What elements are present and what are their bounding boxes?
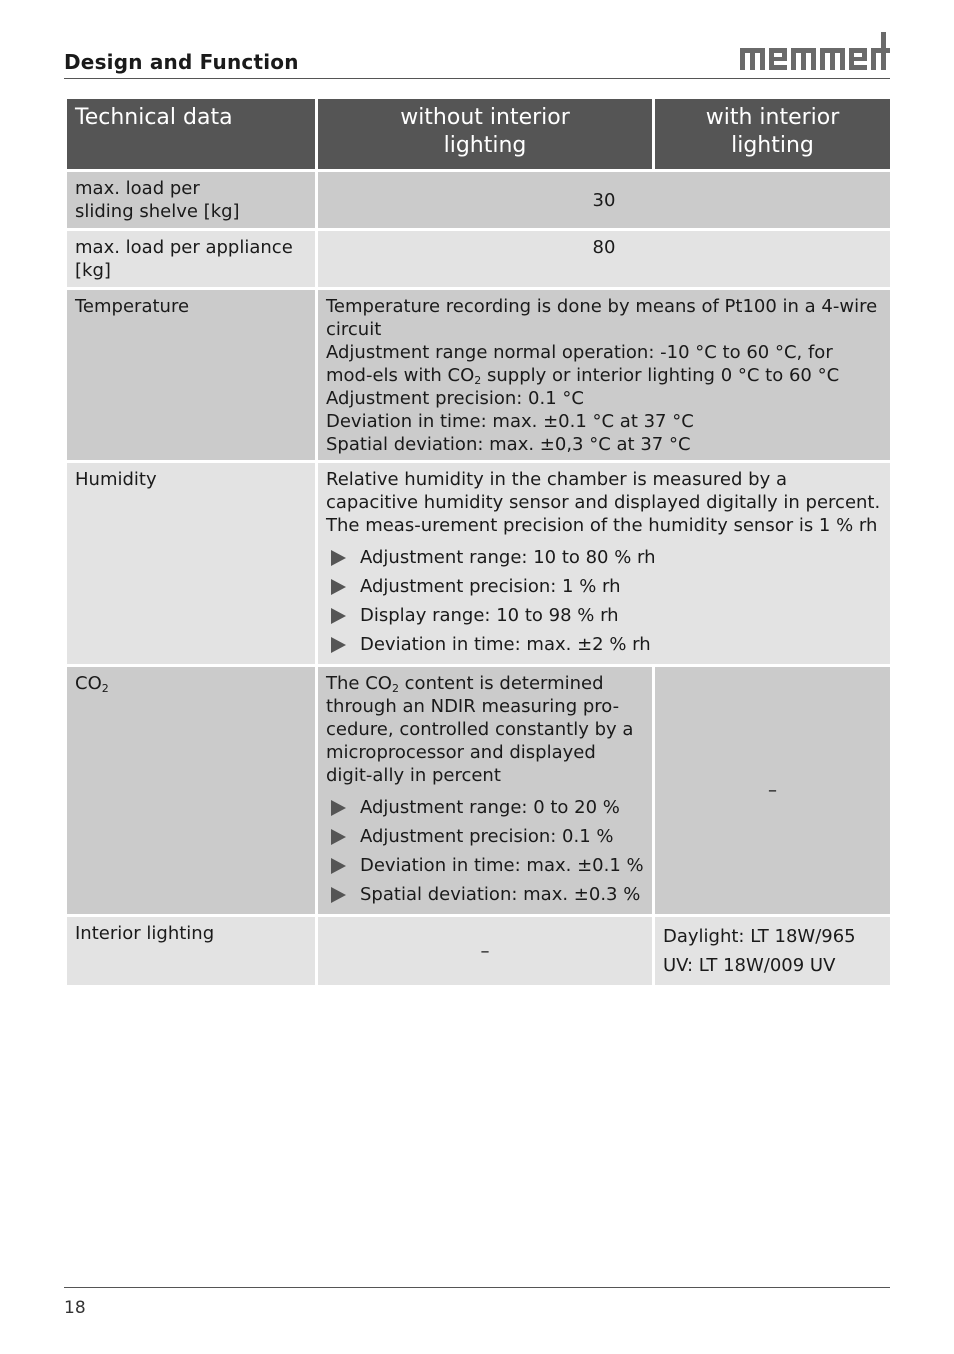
table-row xyxy=(67,172,890,228)
bullet-text: Deviation in time: max. ±0.1 % xyxy=(360,855,644,876)
page-header xyxy=(64,30,890,79)
interior-lighting-without-value: – xyxy=(318,917,652,985)
row-label-line: [kg] xyxy=(75,260,111,281)
uv-value: UV: LT 18W/009 UV xyxy=(663,955,836,976)
subscript: 2 xyxy=(391,682,399,695)
table-row xyxy=(67,463,890,664)
technical-data-table xyxy=(64,96,893,988)
row-label-line: max. load per appliance xyxy=(75,237,293,258)
row-label-interior-lighting: Interior lighting xyxy=(67,917,315,985)
humidity-description xyxy=(318,463,890,664)
co2-text-part: content is determined through an NDIR measuring pro-cedure, controlled constantly by a microprocessor and displayed digit-ally in percent xyxy=(326,673,634,786)
row-label-load-shelf xyxy=(67,172,315,228)
row-label-humidity: Humidity xyxy=(67,463,315,664)
temperature-line xyxy=(326,341,882,387)
bullet-text: Display range: 10 to 98 % rh xyxy=(360,605,619,626)
bullet-arrow-icon xyxy=(331,637,346,653)
bullet-text: Deviation in time: max. ±2 % rh xyxy=(360,634,651,655)
temperature-line-text: supply or interior lighting 0 °C to 60 °C xyxy=(481,365,840,386)
memmert-logo xyxy=(738,30,890,72)
temperature-line: Spatial deviation: max. ±0,3 °C at 37 °C xyxy=(326,434,691,455)
row-label-temperature: Temperature xyxy=(67,290,315,460)
humidity-bullet-list xyxy=(326,543,882,659)
temperature-description xyxy=(318,290,890,460)
bullet-arrow-icon xyxy=(331,829,346,845)
col-header-with-lighting: with interior lighting xyxy=(655,99,890,169)
row-label-line: sliding shelve [kg] xyxy=(75,201,240,222)
bullet-arrow-icon xyxy=(331,887,346,903)
co2-label-text: CO xyxy=(75,673,102,694)
bullet-text: Adjustment range: 0 to 20 % xyxy=(360,797,620,818)
bullet-text: Adjustment range: 10 to 80 % rh xyxy=(360,547,656,568)
list-item xyxy=(326,880,644,909)
table-header-row xyxy=(67,99,890,169)
bullet-arrow-icon xyxy=(331,858,346,874)
load-appliance-value: 80 xyxy=(318,231,890,287)
subscript: 2 xyxy=(474,374,482,387)
list-item xyxy=(326,793,644,822)
subscript: 2 xyxy=(101,682,109,695)
temperature-line: Temperature recording is done by means of Pt100 in a 4-wire circuit xyxy=(326,296,878,340)
bullet-arrow-icon xyxy=(331,608,346,624)
row-label-line: max. load per xyxy=(75,178,200,199)
temperature-line: Adjustment precision: 0.1 °C xyxy=(326,388,584,409)
co2-text-part: The CO xyxy=(326,673,392,694)
temperature-line: Deviation in time: max. ±0.1 °C at 37 °C xyxy=(326,411,694,432)
load-shelf-value: 30 xyxy=(318,172,890,228)
co2-description xyxy=(318,667,652,914)
temperature-line-text: Adjustment range normal operation: -10 °C to 60 °C, for mod-els with CO xyxy=(326,342,833,386)
list-item xyxy=(326,630,882,659)
humidity-text: Relative humidity in the chamber is measured by a capacitive humidity sensor and displayed digitally in percent. The meas-urement precision of the humidity sensor is 1 % rh xyxy=(326,469,881,536)
list-item xyxy=(326,601,882,630)
co2-bullet-list xyxy=(326,793,644,909)
bullet-arrow-icon xyxy=(331,800,346,816)
section-title: Design and Function xyxy=(64,50,299,74)
bullet-text: Adjustment precision: 1 % rh xyxy=(360,576,621,597)
list-item xyxy=(326,572,882,601)
row-label-co2 xyxy=(67,667,315,914)
list-item xyxy=(326,851,644,880)
col-header-without-lighting: without interior lighting xyxy=(318,99,652,169)
row-label-load-appliance xyxy=(67,231,315,287)
list-item xyxy=(326,543,882,572)
bullet-arrow-icon xyxy=(331,550,346,566)
co2-with-lighting-value: – xyxy=(655,667,890,914)
interior-lighting-with-value xyxy=(655,917,890,985)
page-number: 18 xyxy=(64,1298,86,1318)
table-row xyxy=(67,231,890,287)
col-header-technical-data: Technical data xyxy=(67,99,315,169)
table-row xyxy=(67,667,890,914)
table-row xyxy=(67,290,890,460)
table-row xyxy=(67,917,890,985)
daylight-value: Daylight: LT 18W/965 xyxy=(663,926,856,947)
co2-text xyxy=(326,672,644,787)
bullet-text: Adjustment precision: 0.1 % xyxy=(360,826,614,847)
list-item xyxy=(326,822,644,851)
bullet-arrow-icon xyxy=(331,579,346,595)
bullet-text: Spatial deviation: max. ±0.3 % xyxy=(360,884,641,905)
page-footer xyxy=(64,1287,890,1318)
